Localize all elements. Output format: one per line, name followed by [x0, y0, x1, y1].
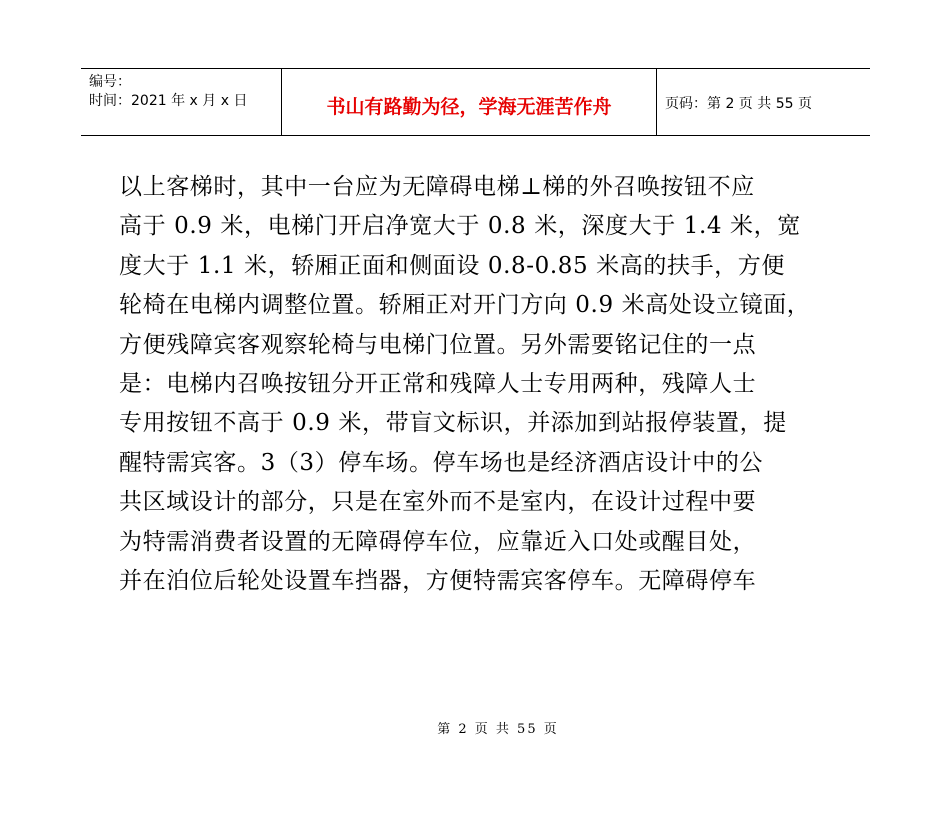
- header-meta: [81, 69, 282, 135]
- body-line: 并在泊位后轮处设置车挡器，方便特需宾客停车。无障碍停车: [119, 568, 757, 595]
- body-line: 度大于 1.1 米，轿厢正面和侧面设 0.8-0.85 米高的扶手，方便: [119, 252, 785, 279]
- body-line: 高于 0.9 米，电梯门开启净宽大于 0.8 米，深度大于 1.4 米，宽: [119, 213, 801, 240]
- body-line: 以上客梯时，其中一台应为无障碍电梯⊥梯的外召唤按钮不应: [119, 174, 755, 200]
- body-line: 为特需消费者设置的无障碍停车位，应靠近入口处或醒目处，: [119, 528, 757, 555]
- body-line: 专用按钮不高于 0.9 米，带盲文标识，并添加到站报停装置，提: [119, 410, 787, 437]
- body-line: 方便残障宾客观察轮椅与电梯门位置。另外需要铭记住的一点: [119, 331, 757, 358]
- body-line: 轮椅在电梯内调整位置。轿厢正对开门方向 0.9 米高处设立镜面，: [119, 292, 811, 319]
- date-label: 时间：2021 年 x 月 x 日: [89, 93, 248, 109]
- body-text: [119, 168, 839, 601]
- header-page-info: 页码：第 2 页 共 55 页: [665, 96, 812, 112]
- body-line: 共区域设计的部分，只是在室外而不是室内，在设计过程中要: [119, 489, 757, 516]
- document-header: [81, 68, 870, 136]
- body-line: 是：电梯内召唤按钮分开正常和残障人士专用两种，残障人士: [119, 371, 757, 398]
- page-footer: 第 2 页 共 55 页: [437, 722, 559, 737]
- header-motto: 书山有路勤为径，学海无涯苦作舟: [282, 69, 657, 135]
- body-line: 醒特需宾客。3（3）停车场。停车场也是经济酒店设计中的公: [119, 449, 764, 476]
- serial-label: 编号：: [89, 74, 131, 90]
